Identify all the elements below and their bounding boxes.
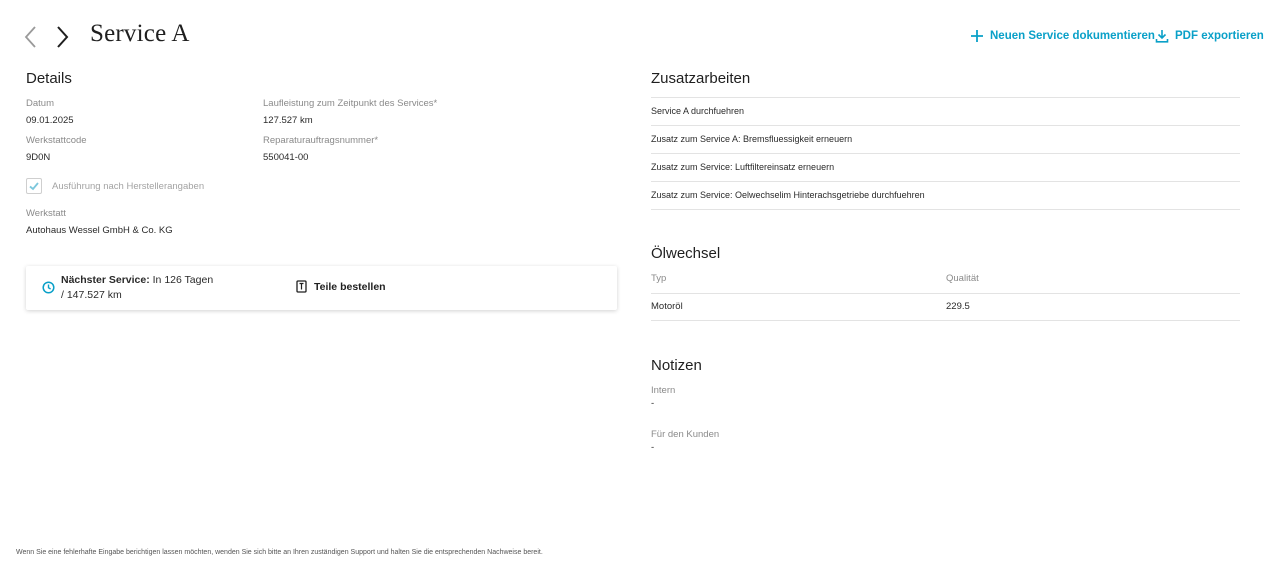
oel-col-qualitaet: Qualität (946, 273, 979, 284)
datum-label: Datum (26, 98, 54, 109)
laufleistung-value: 127.527 km (263, 115, 313, 126)
new-service-button[interactable] (970, 29, 1155, 43)
oel-row-typ: Motoröl (651, 301, 683, 312)
zusatzarbeiten-heading: Zusatzarbeiten (651, 70, 751, 87)
next-service-text (61, 274, 213, 286)
oel-col-typ: Typ (651, 273, 667, 284)
footer-note: Wenn Sie eine fehlerhafte Eingabe berichtigen lassen möchten, wenden Sie sich bitte an Ihren zuständigen Support und halten Sie die entsprechenden Nachweise bereit. (16, 549, 543, 556)
laufleistung-label: Laufleistung zum Zeitpunkt des Services* (263, 98, 438, 109)
details-heading: Details (26, 70, 72, 87)
checkmark-icon (28, 180, 40, 192)
next-service-card (26, 266, 617, 310)
werkstatt-value: Autohaus Wessel GmbH & Co. KG (26, 225, 173, 236)
oel-header-divider (651, 293, 1240, 294)
chevron-right-icon (51, 24, 73, 50)
oelwechsel-heading: Ölwechsel (651, 245, 721, 262)
plus-icon (970, 29, 984, 43)
zusatzarbeit-item: Zusatz zum Service: Luftfiltereinsatz erneuern (651, 154, 1240, 182)
reparatur-value: 550041-00 (263, 152, 309, 163)
notizen-heading: Notizen (651, 357, 702, 374)
oel-row-qualitaet: 229.5 (946, 301, 970, 312)
clock-icon (42, 281, 55, 294)
pdf-export-button[interactable] (1155, 29, 1264, 43)
zusatzarbeit-item: Service A durchfuehren (651, 98, 1240, 126)
pdf-export-label: PDF exportieren (1175, 30, 1264, 42)
chevron-left-icon (20, 24, 42, 50)
kunden-value: - (651, 442, 655, 453)
intern-label: Intern (651, 385, 676, 396)
zusatzarbeit-item: Zusatz zum Service A: Bremsfluessigkeit erneuern (651, 126, 1240, 154)
back-button[interactable] (20, 24, 42, 50)
oel-row-divider (651, 320, 1240, 321)
order-parts-button[interactable] (296, 280, 386, 293)
intern-value: - (651, 398, 655, 409)
next-service-value: In 126 Tagen (152, 274, 214, 286)
parts-order-icon (296, 280, 307, 293)
datum-value: 09.01.2025 (26, 115, 74, 126)
next-service-label: Nächster Service: (61, 274, 150, 286)
top-bar (0, 0, 1280, 70)
forward-button[interactable] (51, 24, 73, 50)
werkstatt-label: Werkstatt (26, 208, 66, 219)
manufacturer-spec-checkbox[interactable] (26, 178, 42, 194)
reparatur-label: Reparaturauftragsnummer* (263, 135, 379, 146)
new-service-label: Neuen Service dokumentieren (990, 30, 1155, 42)
next-service-distance: / 147.527 km (61, 289, 122, 301)
werkstattcode-label: Werkstattcode (26, 135, 87, 146)
kunden-label: Für den Kunden (651, 429, 720, 440)
zusatzarbeit-item: Zusatz zum Service: Oelwechselim Hinterachsgetriebe durchfuehren (651, 182, 1240, 210)
order-parts-label: Teile bestellen (314, 280, 386, 293)
page-title: Service A (90, 20, 190, 47)
download-icon (1155, 29, 1169, 43)
werkstattcode-value: 9D0N (26, 152, 51, 163)
manufacturer-spec-label: Ausführung nach Herstellerangaben (52, 181, 205, 192)
